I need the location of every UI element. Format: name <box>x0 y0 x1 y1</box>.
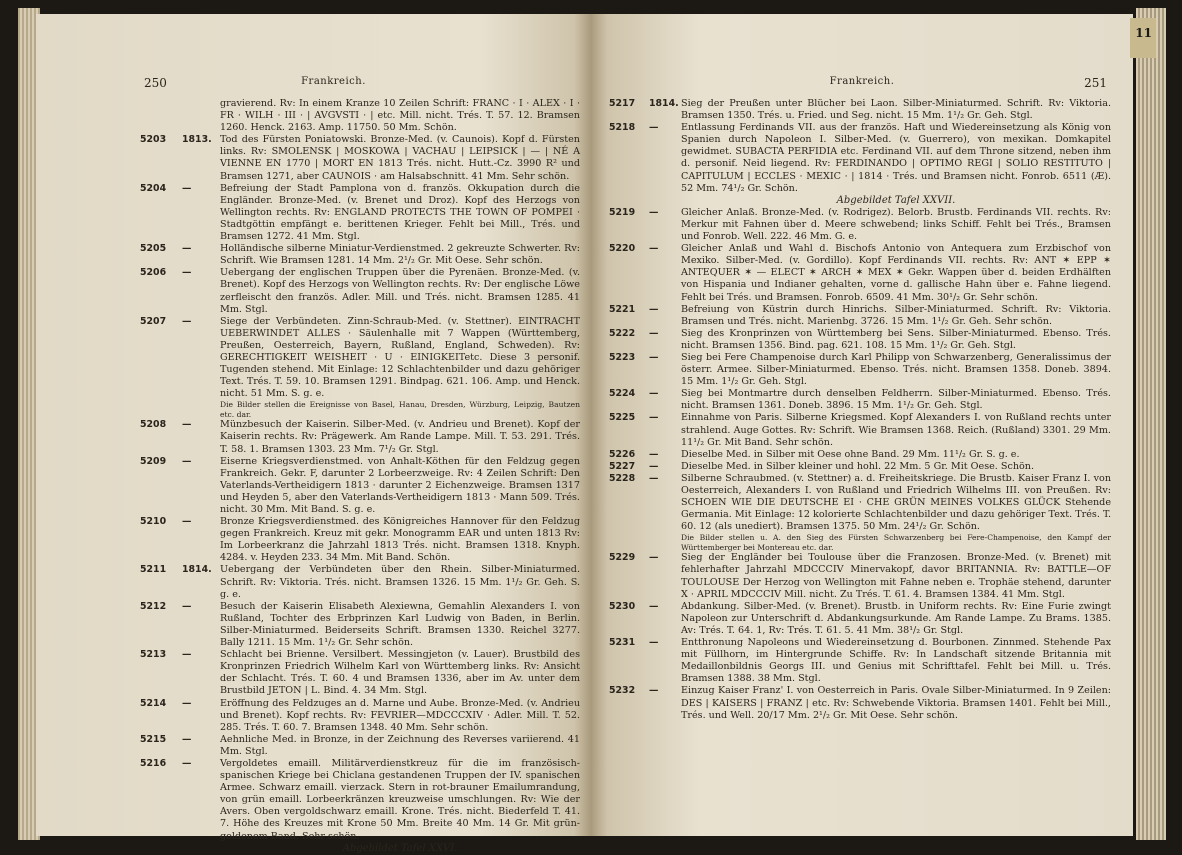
catalog-entry <box>609 388 1111 412</box>
catalog-entry <box>140 564 580 600</box>
catalog-entry <box>140 649 580 697</box>
catalog-entry <box>140 267 580 315</box>
catalog-entry <box>609 637 1111 685</box>
entry-year: — <box>182 455 192 467</box>
entry-year: 1813. <box>182 134 212 146</box>
catalog-entry <box>140 734 580 758</box>
entry-number: 5220 <box>609 243 636 255</box>
entry-year: — <box>182 243 192 255</box>
entry-year: — <box>182 649 192 661</box>
entry-text: Befreiung von Küstrin durch Hinrichs. Silber-Miniaturmed. Schrift. Rv: Viktoria. Bramsen und Trés. nicht. Marienbg. 3726. 15 Mm. 1¹/₂ Gr. Geh. Sehr schön. <box>681 303 1111 327</box>
entry-year: — <box>649 460 659 472</box>
catalog-entry <box>609 122 1111 207</box>
entry-number: 5206 <box>140 267 167 279</box>
entry-number: 5224 <box>609 388 636 400</box>
entry-year: — <box>182 600 192 612</box>
entry-text: Gleicher Anlaß und Wahl d. Bischofs Antonio von Antequera zum Erzbischof von Mexiko. Silber-Med. (v. Gordillo). Kopf Ferdinands VII. rechts. Rv: ANT ✶ EPP ✶ ANTEQUER ✶ — ELECT ✶ ARCH ✶ MEX ✶ Gekr. Wappen über d. beiden Erdhälften von Hispania und Indianer gehalten, vorne d. gallische Hahn über e. Fahne liegend. Fehlt bei Trés. und Bramsen. Fonrob. 6509. 41 Mm. 30¹/₂ Gr. Sehr schön. <box>681 243 1111 303</box>
right-header <box>591 76 1133 92</box>
entry-year: — <box>649 685 659 697</box>
left-entries <box>140 134 580 854</box>
catalog-entry <box>609 412 1111 448</box>
page-tab-label: 11 <box>1135 26 1152 40</box>
catalog-entry <box>140 419 580 455</box>
entry-year: — <box>649 206 659 218</box>
entry-number: 5215 <box>140 733 167 745</box>
entry-text: Eiserne Kriegsverdienstmed. von Anhalt-Köthen für den Feldzug gegen Frankreich. Gekr. F, darunter 2 Lorbeerzweige. Rv: 4 Zeilen Schrift: Den Vaterlands-Vertheidigern 1813 · darunter 2 Eichenzweige. Bramsen 1317 und Heyden 5, aber den Vaterlands-Vertheidigern 1813 · Mann 509. Trés. nicht. 30 Mm. Mit Band. S. g. e. <box>220 455 580 515</box>
entry-text: Sieg der Preußen unter Blücher bei Laon. Silber-Miniaturmed. Schrift. Rv: Viktoria. Bramsen 1350. Trés. u. Fried. und Seg. nicht. 15 Mm. 1¹/₂ Gr. Geh. Stgl. <box>681 98 1111 122</box>
catalog-entry <box>609 98 1111 122</box>
entry-number: 5211 <box>140 564 167 576</box>
right-running-title: Frankreich. <box>829 76 895 87</box>
entry-year: — <box>649 303 659 315</box>
entry-text: Aehnliche Med. in Bronze, in der Zeichnung des Reverses variierend. 41 Mm. Stgl. <box>220 733 580 757</box>
catalog-entry <box>140 243 580 267</box>
entry-text: Befreiung der Stadt Pamplona von d. französ. Okkupation durch die Engländer. Bronze-Med. (v. Brenet und Droz). Kopf des Herzogs von Wellington rechts. Rv: ENGLAND PROTECTS THE TOWN OF POMPEI · Stadtgöttin empfängt e. berittenen Krieger. Fehlt bei Mill., Trés. und Bramsen 1272. 41 Mm. Stgl. <box>220 182 580 243</box>
right-entries <box>609 98 1111 722</box>
left-running-title: Frankreich. <box>301 76 366 87</box>
entry-text: Dieselbe Med. in Silber mit Oese ohne Band. 29 Mm. 11¹/₂ Gr. S. g. e. <box>681 448 1020 460</box>
entry-text: Entthronung Napoleons und Wiedereinsetzung d. Bourbonen. Zinnmed. Stehende Pax mit Füllhorn, im Hintergrunde Schiffe. Rv: In Landschaft sitzende Britannia mit Medaillonbildnis Georgs III. und Genius mit Schrifttafel. Fehlt bei Mill. u. Trés. Bramsen 1388. 38 Mm. Stgl. <box>681 637 1111 685</box>
entry-text: Bronze Kriegsverdienstmed. des Königreiches Hannover für den Feldzug gegen Frankreich. Kreuz mit gekr. Monogramm EAR und unten 1813 Rv: Im Lorbeerkranz die Jahrzahl 1813 Trés. nicht. Bramsen 1318. Knyph. 4284. v. Heyden 233. 34 Mm. Mit Band. Schön. <box>220 516 580 564</box>
entry-number: 5207 <box>140 315 167 327</box>
entry-number: 5228 <box>609 472 636 484</box>
catalog-entry <box>140 698 580 734</box>
entry-number: 5203 <box>140 134 167 146</box>
entry-year: — <box>649 600 659 612</box>
entry-text: Einnahme von Paris. Silberne Kriegsmed. Kopf Alexanders I. von Rußland rechts unter strahlend. Auge Gottes. Rv: Schrift. Wie Bramsen 1368. Reich. (Rußland) 3301. 29 Mm. 11¹/₂ Gr. Mit Band. Sehr schön. <box>681 412 1111 448</box>
entry-text: Sieg bei Fere Champenoise durch Karl Philipp von Schwarzenberg, Generalissimus der österr. Armee. Silber-Miniaturmed. Ebenso. Trés. nicht. Bramsen 1358. Doneb. 3894. 15 Mm. 1¹/₂ Gr. Geh. Stgl. <box>681 351 1111 388</box>
entry-year: — <box>649 351 659 363</box>
entry-year: 1814. <box>649 98 679 109</box>
entry-number: 5222 <box>609 327 636 339</box>
entry-number: 5230 <box>609 600 636 612</box>
page-edges-right <box>1136 8 1166 840</box>
entry-year: — <box>649 412 659 424</box>
catalog-entry <box>140 758 580 855</box>
entry-text: Besuch der Kaiserin Elisabeth Alexiewna, Gemahlin Alexanders I. von Rußland, Tochter des Erbprinzen Karl Ludwig von Baden, in Berlin. Silber-Miniaturmed. Beiderseits Schrift. Bramsen 1330. Reichel 3277. Bally 1211. 15 Mm. 1¹/₂ Gr. Sehr schön. <box>220 600 580 649</box>
catalog-entry <box>609 473 1111 552</box>
catalog-entry <box>140 183 580 243</box>
entry-text: Uebergang der englischen Truppen über die Pyrenäen. Bronze-Med. (v. Brenet). Kopf des Herzogs von Wellington rechts. Rv: Der englische Löwe zerfleischt den französ. Adler. Mill. und Trés. nicht. Bramsen 1285. 41 Mm. Stgl. <box>220 267 580 315</box>
entry-number: 5223 <box>609 351 636 363</box>
entry-text: Sieg der Engländer bei Toulouse über die Franzosen. Bronze-Med. (v. Brenet) mit fehlerhafter Jahrzahl MDCCCIV Minervakopf, davor BRITANNIA. Rv: BATTLE—OF TOULOUSE Der Herzog von Wellington mit Fahne neben e. Trophäe stehend, darunter X · APRIL MDCCCIV Mill. nicht. Zu Trés. T. 61. 4. Bramsen 1384. 41 Mm. Stgl. <box>681 552 1111 600</box>
entry-year: — <box>649 448 659 460</box>
catalog-entry <box>609 352 1111 388</box>
entry-year: — <box>182 419 192 431</box>
catalog-entry <box>609 685 1111 721</box>
entry-number: 5214 <box>140 697 167 709</box>
catalog-entry <box>609 601 1111 637</box>
catalog-entry <box>609 207 1111 243</box>
entry-number: 5219 <box>609 206 636 218</box>
entry-number: 5208 <box>140 419 167 431</box>
catalog-entry <box>609 243 1111 303</box>
entry-number: 5212 <box>140 600 167 612</box>
catalog-entry <box>140 316 580 420</box>
left-header <box>36 76 591 92</box>
catalog-entry <box>140 134 580 182</box>
entry-text: Siege der Verbündeten. Zinn-Schraub-Med. (v. Stettner). EINTRACHT UEBERWINDET ALLES · Säulenhalle mit 7 Wappen (Württemberg, Preußen, Oesterreich, Bayern, Rußland, England, Schweden). Rv: GERECHTIGKEIT WEISHEIT · U · EINIGKEITetc. Diese 3 personif. Tugenden stehend. Mit Einlage: 12 Schlachtenbilder und dazu gehöriger Text. Trés. T. 59. 10. Bramsen 1291. Bindpag. 621. 106. Amp. und Henck. nicht. 51 Mm. S. g. e. <box>220 315 580 400</box>
entry-caption: Abgebildet Tafel XXVII. <box>836 194 956 206</box>
left-intro: gravierend. Rv: In einem Kranze 10 Zeilen Schrift: FRANC · I · ALEX · I · FR · WILH · III · | AVGVSTI · | etc. Mill. nicht. Trés. T. 57. 12. Bramsen 1260. Henck. 2163. Amp. 11750. 50 Mm. Schön. <box>220 98 580 134</box>
entry-year: — <box>182 182 192 194</box>
entry-year: — <box>649 327 659 339</box>
entry-caption: Abgebildet Tafel XXVI. <box>342 842 458 854</box>
entry-year: — <box>649 552 659 564</box>
entry-number: 5213 <box>140 649 167 661</box>
entry-text: Münzbesuch der Kaiserin. Silber-Med. (v. Andrieu und Brenet). Kopf der Kaiserin rechts. Rv: Prägewerk. Am Rande Lampe. Mill. T. 53. 291. Trés. T. 58. 1. Bramsen 1303. 23 Mm. 7¹/₂ Gr. Stgl. <box>220 419 580 455</box>
entry-number: 5226 <box>609 448 636 460</box>
catalog-entry <box>609 328 1111 352</box>
entry-number: 5204 <box>140 182 167 194</box>
entry-number: 5225 <box>609 412 636 424</box>
left-page-number: 250 <box>144 76 167 90</box>
entry-note: Die Bilder stellen die Ereignisse von Basel, Hanau, Dresden, Würzburg, Leipzig, Bautzen etc. dar. <box>220 400 580 419</box>
entry-number: 5229 <box>609 552 636 564</box>
entry-year: — <box>182 697 192 709</box>
left-page <box>36 14 591 854</box>
entry-note: Die Bilder stellen u. A. den Sieg des Fürsten Schwarzenberg bei Fere-Champenoise, den Kampf der Württemberger bei Montereau etc. dar. <box>681 533 1111 552</box>
entry-text: Vergoldetes emaill. Militärverdienstkreuz für die im französisch-spanischen Kriege bei Chiclana gestandenen Truppen der IV. spanischen Armee. Schwarz emaill. vierzack. Stern in rot-brauner Emailumrandung, von grün emaill. Lorbeerkränzen kreuzweise umschlungen. Rv: Wie der Avers. Oben vergoldschwarz emaill. Krone. Trés. nicht. Biederfeld T. 41. 7. Höhe des Kreuzes mit Krone 50 Mm. Breite 40 Mm. 14 Gr. Mit grün-goldenem Band. Sehr schön. <box>220 757 580 842</box>
right-page-number: 251 <box>1084 76 1107 90</box>
entry-text: Dieselbe Med. in Silber kleiner und hohl. 22 Mm. 5 Gr. Mit Oese. Schön. <box>681 460 1035 472</box>
entry-number: 5232 <box>609 685 636 697</box>
entry-year: — <box>649 472 659 484</box>
catalog-entry <box>140 516 580 564</box>
entry-text: Gleicher Anlaß. Bronze-Med. (v. Rodrigez). Belorb. Brustb. Ferdinands VII. rechts. Rv: Merkur mit Fahnen über d. Meere schwebend; links Schiff. Fehlt bei Trés., Bramsen und Fonrob. Well. 222. 46 Mm. G. e. <box>681 206 1111 243</box>
entry-year: — <box>182 733 192 745</box>
entry-number: 5205 <box>140 243 167 255</box>
left-body <box>140 98 580 855</box>
entry-text: Sieg bei Montmartre durch denselben Feldherrn. Silber-Miniaturmed. Ebenso. Trés. nicht. Bramsen 1361. Doneb. 3896. 15 Mm. 1¹/₂ Gr. Geh. Stgl. <box>681 388 1111 412</box>
entry-text: Schlacht bei Brienne. Versilbert. Messingjeton (v. Lauer). Brustbild des Kronprinzen Friedrich Wilhelm Karl von Württemberg links. Rv: Ansicht der Schlacht. Trés. T. 60. 4 und Bramsen 1336, aber im Av. unter dem Brustbild JETON | L. Bind. 4. 34 Mm. Stgl. <box>220 649 580 697</box>
entry-number: 5216 <box>140 757 167 769</box>
entry-number: 5209 <box>140 455 167 467</box>
entry-year: — <box>182 315 192 327</box>
right-page <box>591 14 1133 836</box>
entry-year: — <box>182 757 192 769</box>
entry-text: Einzug Kaiser Franz' I. von Oesterreich in Paris. Ovale Silber-Miniaturmed. In 9 Zeilen: DES | KAISERS | FRANZ | etc. Rv: Schwebende Viktoria. Bramsen 1401. Fehlt bei Mill., Trés. und Well. 20/17 Mm. 2¹/₂ Gr. Mit Oese. Sehr schön. <box>681 685 1111 721</box>
entry-number: 5217 <box>609 98 636 109</box>
entry-year: — <box>649 122 659 134</box>
entry-text: Tod des Fürsten Poniatowski. Bronze-Med. (v. Caunois). Kopf d. Fürsten links. Rv: SMOLENSK | MOSKOWA | VACHAU | LEIPSICK | — | NÉ A VIENNE EN 1770 | MORT EN 1813 Trés. nicht. Hutt.-Cz. 3990 R² und Bramsen 1271, aber CAUNOIS · am Halsabschnitt. 41 Mm. Sehr schön. <box>220 134 580 182</box>
entry-year: — <box>182 516 192 528</box>
entry-text: Holländische silberne Miniatur-Verdienstmed. 2 gekreuzte Schwerter. Rv: Schrift. Wie Bramsen 1281. 14 Mm. 2¹/₂ Gr. Mit Oese. Sehr schön. <box>220 243 580 267</box>
entry-number: 5210 <box>140 516 167 528</box>
entry-number: 5231 <box>609 637 636 649</box>
entry-number: 5218 <box>609 122 636 134</box>
catalog-entry <box>609 304 1111 328</box>
entry-text: Sieg des Kronprinzen von Württemberg bei Sens. Silber-Miniaturmed. Ebenso. Trés. nicht. Bramsen 1356. Bind. pag. 621. 108. 15 Mm. 1¹/₂ Gr. Geh. Stgl. <box>681 327 1111 351</box>
catalog-entry <box>609 461 1111 473</box>
entry-number: 5227 <box>609 460 636 472</box>
entry-year: — <box>649 243 659 255</box>
entry-text: Abdankung. Silber-Med. (v. Brenet). Brustb. in Uniform rechts. Rv: Eine Furie zwingt Napoleon zur Unterschrift d. Abdankungsurkunde. Am Rande Lampe. Zu Brams. 1385. Av: Trés. T. 64. 1, Rv: Trés. T. 61. 5. 41 Mm. 38¹/₂ Gr. Stgl. <box>681 600 1111 636</box>
entry-text: Entlassung Ferdinands VII. aus der französ. Haft und Wiedereinsetzung als König von Spanien durch Napoleon I. Silber-Med. (v. Guerrero), von mexikan. Domkapitel gewidmet. SUBACTA PERFIDIA etc. Ferdinand VII. auf dem Throne sitzend, neben ihm d. personif. Neid liegend. Rv: FERDINANDO | OPTIMO REGI | SOLIO RESTITUTO | CAPITULUM | ECCLES · MEXIC · | 1814 · Trés. und Bramsen nicht. Fonrob. 6511 (Æ). 52 Mm. 74¹/₂ Gr. Schön. <box>681 122 1111 194</box>
catalog-entry <box>140 456 580 516</box>
entry-text: Uebergang der Verbündeten über den Rhein. Silber-Miniaturmed. Schrift. Rv: Viktoria. Trés. nicht. Bramsen 1326. 15 Mm. 1¹/₂ Gr. Geh. S. g. e. <box>220 564 580 600</box>
entry-number: 5221 <box>609 303 636 315</box>
entry-text: Eröffnung des Feldzuges an d. Marne und Aube. Bronze-Med. (v. Andrieu und Brenet). Kopf rechts. Rv: FEVRIER—MDCCCXIV · Adler. Mill. T. 52. 285. Trés. T. 60. 7. Bramsen 1348. 40 Mm. Sehr schön. <box>220 697 580 733</box>
entry-year: — <box>649 388 659 400</box>
entry-year: — <box>182 267 192 279</box>
catalog-entry <box>609 449 1111 461</box>
right-body <box>609 98 1111 722</box>
catalog-entry <box>140 601 580 649</box>
entry-year: 1814. <box>182 564 212 576</box>
entry-text: Silberne Schraubmed. (v. Stettner) a. d. Freiheitskriege. Die Brustb. Kaiser Franz I. von Oesterreich, Alexanders I. von Rußland und Friedrich Wilhelms III. von Preußen. Rv: SCHOEN WIE DIE DEUTSCHE EI · CHE GRÜN MEINES VOLKES GLÜCK Stehende Germania. Mit Einlage: 12 kolorierte Schlachtenbilder und dazu gehöriger Text. Trés. T. 60. 12 (als unediert). Bramsen 1375. 50 Mm. 24¹/₂ Gr. Schön. <box>681 472 1111 533</box>
entry-year: — <box>649 637 659 649</box>
book-spread <box>18 8 1156 854</box>
catalog-entry <box>609 552 1111 600</box>
